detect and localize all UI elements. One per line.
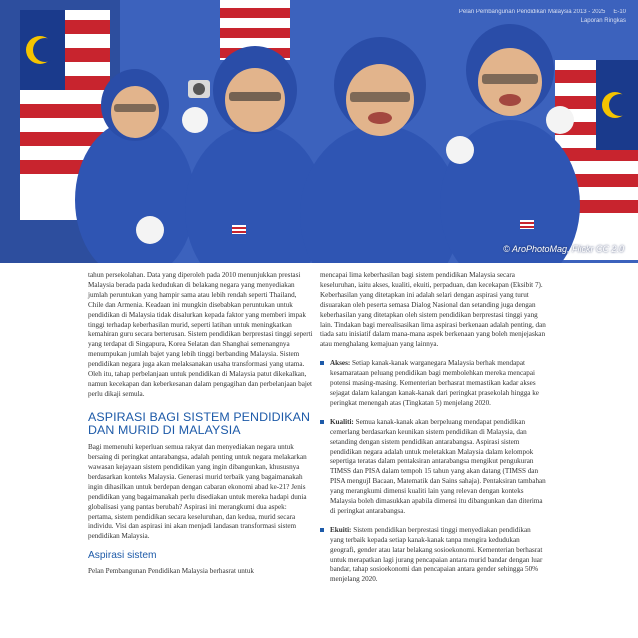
list-item	[320, 526, 546, 585]
page-number: E-10	[613, 9, 626, 15]
photo-credit: © AroPhotoMag, Flickr CC 2.0	[503, 244, 624, 254]
intro-paragraph: mencapai lima keberhasilan bagi sistem pendidikan Malaysia secara keseluruhan, iaitu akses, kualiti, ekuiti, perpaduan, dan kecekapan (Eksibit 7). Keberhasilan yang ditetapkan ini adalah selari dengan aspirasi yang turut disuarakan oleh peserta semasa Dialog Nasional dan setanding juga dengan keberhasilan yang ditetapkan oleh sistem pendidikan berprestasi tinggi yang lain. Tindakan bagi merealisasikan lima aspirasi berkenaan adalah penting, dan tiada satu inisiatif dalam mana-mana aspek berkenaan yang boleh menjejaskan atau menghalang kemajuan yang lainnya.	[320, 271, 546, 349]
bullet-text: Setiap kanak-kanak warganegara Malaysia berhak mendapat kesamarataan peluang pendidikan bagi membolehkan mereka mencapai potensi masing-masing. Kementerian berhasrat memastikan kadar akses sejagat dalam kalangan kanak-kanak dari peringkat prasekolah hingga ke peringkat menengah atas (Tingkatan 5) menjelang 2020.	[330, 359, 539, 407]
right-column	[320, 271, 546, 594]
crowd-illustration	[0, 0, 638, 263]
hero-photo	[0, 0, 638, 263]
left-column	[88, 271, 313, 577]
running-title: Pelan Pembangunan Pendidikan Malaysia 2013 - 2025	[458, 9, 606, 15]
aspiration-list	[320, 359, 546, 585]
running-header	[426, 8, 626, 26]
glove-shape	[136, 216, 164, 244]
bullet-square-icon	[320, 361, 324, 365]
subsection-heading: Aspirasi sistem	[88, 550, 157, 562]
running-subtitle: Laporan Ringkas	[580, 18, 626, 24]
bullet-term: Kualiti:	[330, 417, 356, 426]
bullet-square-icon	[320, 528, 324, 532]
glove-shape	[546, 106, 574, 134]
bullet-text: Sistem pendidikan berprestasi tinggi menyediakan pendidikan yang terbaik kepada setiap kanak-kanak tanpa mengira kedudukan geografi, gender atau latar belakang sosioekonomi. Kementerian berhasrat untuk merapatkan lagi jurang pencapaian antara murid bandar dengan luar bandar, tahap sosioekonomi dan pencapaian antara gender sehingga 50% menjelang 2020.	[330, 525, 543, 584]
bullet-term: Akses:	[330, 359, 353, 368]
glove-shape	[446, 136, 474, 164]
section-heading: ASPIRASI BAGI SISTEM PENDIDIKAN DAN MURID DI MALAYSIA	[88, 409, 311, 437]
tail-paragraph: Pelan Pembangunan Pendidikan Malaysia berhasrat untuk	[88, 567, 254, 576]
intro-paragraph: tahun persekolahan. Data yang diperoleh pada 2010 menunjukkan prestasi Malaysia berada pada kedudukan di belakang negara yang menyediakan jumlah peruntukan yang hampir sama atau lebih rendah seperti Thailand, Chile dan Armenia. Keadaan ini mungkin disebabkan peruntukan untuk pendidikan di Malaysia tidak disalurkan kepada faktor yang memberi impak tinggi terhadap keberhasilan murid, seperti latihan untuk meningkatkan kemahiran guru secara berterusan. Sistem pendidikan berprestasi tinggi seperti yang terdapat di Singapura, Korea Selatan dan Shanghai semenangnya menumpukan jumlah bajet yang lebih tinggi berbanding Malaysia. Sistem pendidikan negara juga akan melaksanakan usaha transformasi yang utama. Oleh itu, tahap perbelanjaan untuk pendidikan di Malaysia patut dikekalkan, namun kecekapan dan keberkesanan dalam pengagihan dan perbelanjaan bajet perlu dikaji semula.	[88, 271, 313, 398]
glove-shape	[182, 107, 208, 133]
bullet-term: Ekuiti:	[330, 525, 354, 534]
bullet-square-icon	[320, 420, 324, 424]
list-item	[320, 359, 546, 409]
body-paragraph: Bagi memenuhi keperluan semua rakyat dan menyediakan negara untuk bersaing di peringkat antarabangsa, adalah penting untuk negara melakarkan wawasan kejayaan sistem pendidikan yang ingin dibangunkan, khususnya berdasarkan konteks Malaysia. Generasi murid terbaik yang bagaimanakah ingin dihasilkan untuk berdepan dengan cabaran ekonomi abad ke-21? Jenis pendidikan yang bagaimanakah perlu disediakan untuk mereka hadapi dunia globalisasi yang pantas berubah? Aspirasi ini merangkumi dua aspek: pertama, sistem pendidikan secara keseluruhan, dan kedua, murid secara individu. Visi dan aspirasi ini akan menjadi landasan transformasi sistem pendidikan Malaysia.	[88, 443, 307, 541]
bullet-text: Semua kanak-kanak akan berpeluang mendapat pendidikan cemerlang berdasarkan keunikan sistem pendidikan di Malaysia, dan setanding dengan sistem pendidikan antarabangsa. Aspirasi sistem pendidikan negara adalah untuk meletakkan Malaysia dalam kelompok sepertiga teratas dalam pentaksiran antarabangsa mengikut pengukuran TIMSS dan PISA dalam tempoh 15 tahun yang akan datang (TIMSS dan PISA mengujI Bacaan, Matematik dan Sains sahaja). Pentaksiran tambahan yang merangkumi dimensi kualiti lain yang relevan dengan konteks Malaysia boleh dimasukkan apabila dimensi itu dibangunkan dan diterima di peringkat antarabangsa.	[330, 417, 546, 515]
list-item	[320, 418, 546, 517]
